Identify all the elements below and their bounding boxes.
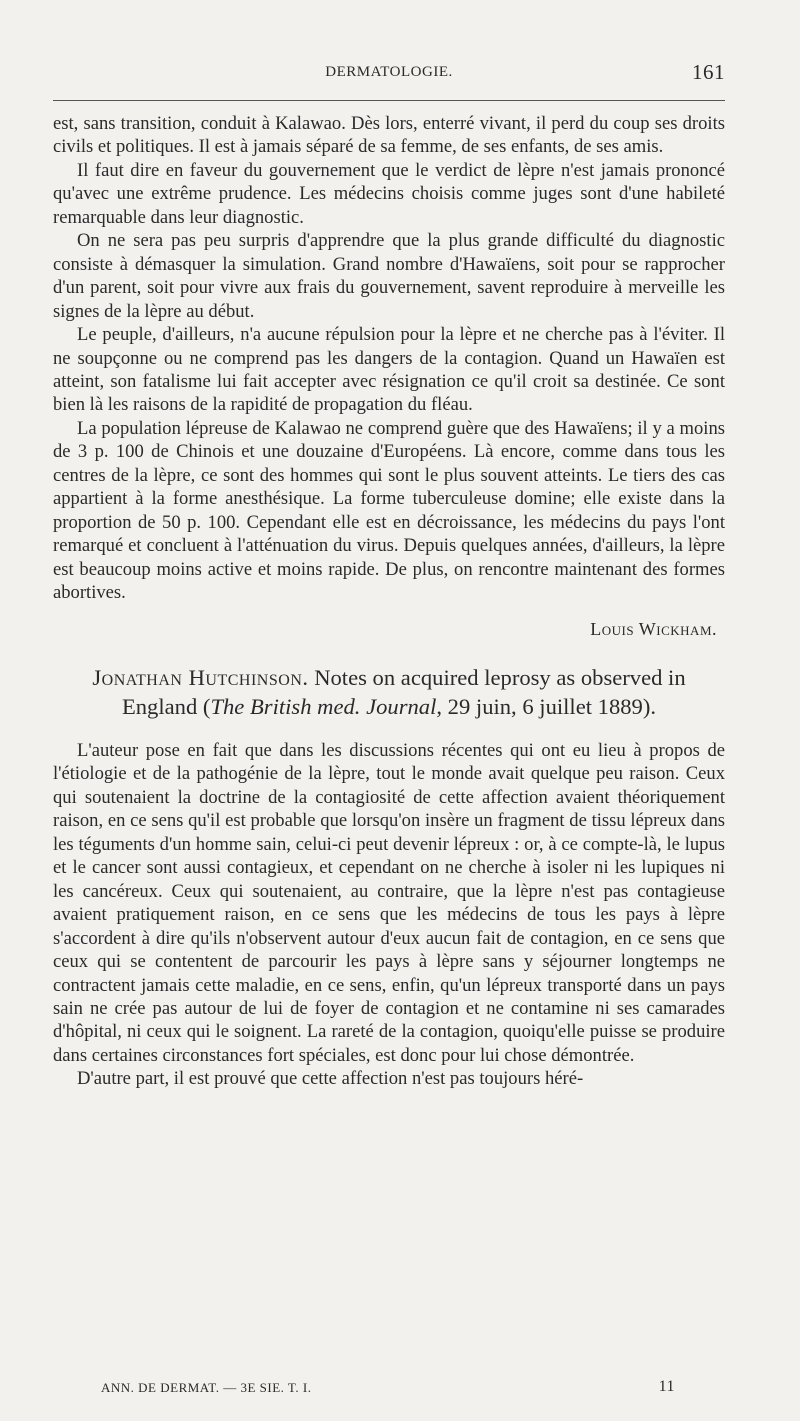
paragraph: La population lépreuse de Kalawao ne comprend guère que des Hawaïens; il y a moins de 3 p. 100 de Chinois et une douzaine d'Européens. Là encore, comme dans tous les centres de la lèpre, ce sont des hommes qui sont le plus souvent atteints. Le tiers des cas appartient à la forme anesthésique. La forme tuberculeuse domine; elle existe dans la proportion de 50 p. 100. Cependant elle est en décroissance, les médecins du pays l'ont remarqué et concluent à l'atténuation du virus. Depuis quelques années, d'ailleurs, la lèpre est beaucoup moins active et moins rapide. De plus, on rencontre maintenant des formes abortives.	[53, 417, 725, 604]
running-head	[53, 62, 725, 88]
footer	[101, 1380, 725, 1396]
paragraph: Il faut dire en faveur du gouvernement que le verdict de lèpre n'est jamais prononcé qu'avec une extrême prudence. Les médecins choisis comme juges sont d'une habileté remarquable dans leur diagnostic.	[53, 159, 725, 228]
article-ref-open: (	[202, 693, 211, 719]
article-heading	[53, 663, 725, 721]
article-body	[53, 739, 725, 1091]
paragraph: Le peuple, d'ailleurs, n'a aucune répulsion pour la lèpre et ne cherche pas à l'éviter. Il ne soupçonne ou ne comprend pas les dangers de la contagion. Quand un Hawaïen est atteint, son fatalisme lui fait accepter avec résignation ce qu'il croit sa destinée. Ce sont bien là les raisons de la rapidité de propagation du fléau.	[53, 324, 725, 416]
body-text	[53, 112, 725, 1091]
review-signature: Louis Wickham.	[590, 618, 717, 639]
page-number: 161	[692, 60, 725, 84]
sheet-number: 11	[658, 1378, 675, 1395]
article-ref-rest: , 29 juin, 6 juillet 1889).	[436, 693, 657, 719]
paragraph: est, sans transition, conduit à Kalawao. Dès lors, enterré vivant, il perd du coup ses droits civils et politiques. Il est à jamais séparé de sa femme, de ses enfants, de ses amis.	[53, 113, 725, 158]
header-rule	[53, 100, 725, 101]
running-title: DERMATOLOGIE.	[325, 64, 453, 80]
article-journal: The British med. Journal	[210, 693, 437, 719]
paragraph: L'auteur pose en fait que dans les discussions récentes qui ont eu lieu à propos de l'étiologie et de la pathogénie de la lèpre, tout le monde avait quelque peu raison. Ceux qui soutenaient la doctrine de la contagiosité de cette affection avaient théoriquement raison, en ce sens qu'il est probable que lorsqu'on insère un fragment de tissu lépreux dans les téguments d'un homme sain, celui-ci peut devenir lépreux : or, à ce compte-là, le lupus et le cancer sont aussi contagieux, et cependant on ne cherche à isoler ni les lupiques ni les cancéreux. Ceux qui soutenaient, au contraire, que la lèpre n'est pas contagieuse avaient pratiquement raison, en ce sens que les médecins de tous les pays à lèpre s'accordent à dire qu'ils n'observent autour d'eux aucun fait de contagion, en ce sens que ceux qui se contentent de parcourir les pays à lèpre sans y séjourner longtemps ne contractent jamais cette maladie, en ce sens, enfin, qu'un lépreux transporté dans un pays sain ne crée pas autour de lui de foyer de contagion et ne contamine ni ses camarades d'hôpital, ni ceux qui le soignent. La rareté de la contagion, quoiqu'elle puisse se produire dans certaines circonstances fort spéciales, est donc pour lui chose démontrée.	[53, 739, 725, 1066]
article-title: Notes on acquired leprosy as observed in England	[121, 664, 686, 719]
paragraph: D'autre part, il est prouvé que cette affection n'est pas toujours héré-	[77, 1068, 584, 1090]
signature-mark: ANN. DE DERMAT. — 3E SIE. T. I.	[101, 1380, 312, 1395]
paragraph: On ne sera pas peu surpris d'apprendre que la plus grande difficulté du diagnostic consiste à démasquer la simulation. Grand nombre d'Hawaïens, soit pour se rapprocher d'un parent, soit pour vivre aux frais du gouvernement, savent reproduire à merveille les signes de la lèpre au début.	[53, 230, 725, 322]
article-author: Jonathan Hutchinson.	[92, 664, 309, 690]
